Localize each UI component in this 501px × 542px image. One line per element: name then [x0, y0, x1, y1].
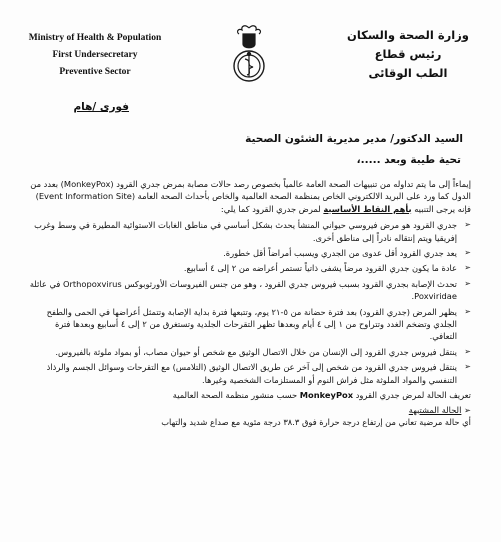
ministry-name-en: Ministry of Health & Population	[28, 33, 162, 43]
fact-text: ينتقل فيروس جدري القرود من شخص إلى آخر عن طريق الاتصال الوثيق (التلامس) مع التقرحات وسوائل الجسم والرذاذ التنفسي والمواد الملوثة مثل فراش النوم أو المستلزمات الشخصية وغيرها.	[46, 362, 457, 385]
definition-term: MonkeyPox	[299, 390, 354, 401]
list-item	[26, 346, 471, 358]
definition-text-end: حسب منشور منظمة الصحة العالمية	[172, 390, 298, 401]
urgency-text: فورى /هام	[73, 101, 129, 113]
definition-text: تعريف الحالة لمرض جدري القرود	[355, 390, 471, 401]
arrow-bullet-icon: ➢	[464, 263, 471, 273]
sector-ar: الطب الوقائى	[368, 66, 448, 80]
header-arabic	[343, 26, 473, 83]
addressee: السيد الدكتور/ مدير مديرية الشئون الصحية	[245, 133, 463, 145]
list-item	[26, 306, 471, 343]
header-english	[20, 30, 170, 81]
fact-text: ينتقل فيروس جدري القرود إلى الإنسان من خلال الاتصال الوثيق مع شخص أو حيوان مصاب، أو بمواد ملوثة بالفيروس.	[55, 346, 457, 357]
ministry-emblem-icon	[228, 22, 270, 88]
suspect-case-heading	[26, 404, 471, 416]
arrow-bullet-icon: ➢	[464, 346, 471, 356]
fact-text: تحدث الإصابة بجدري القرود بسبب فيروس جدري القرود ، وهو من جنس الفيروسات الأورثوبوكس Orthopoxvirus في عائلة Poxviridae.	[29, 278, 457, 302]
urgency-label	[73, 101, 129, 113]
list-item	[26, 278, 471, 303]
fact-text: عادة ما يكون جدري القرود مرضاً يشفى ذاتياً تستمر أعراضه من ٢ إلى ٤ أسابيع.	[183, 263, 457, 274]
list-item	[26, 219, 471, 244]
head-ar: رئيس قطاع	[374, 47, 442, 61]
fact-text: يظهر المرض (جدري القرود) بعد فترة حضانة من ٥-٢١ يوم، وتتبعها فترة بداية الإصابة وتتمثل أعراضها في الحمى والطفح الجلدي وتضخم الغدد وتتراوح من ١ إلى ٤ أيام وبعدها تظهر التقرحات الجلدية وتستغرق من ٢ إلى ٤ أسابيع وبعدها فترة التعافي.	[46, 306, 457, 342]
arrow-bullet-icon: ➢	[464, 248, 471, 258]
suspect-case-text: أي حالة مرضية تعاني من إرتفاع درجة حرارة فوق ٣٨.٣ درجة مئوية مع صداع شديد والتهاب	[161, 416, 471, 427]
list-item	[26, 361, 471, 386]
arrow-bullet-icon: ➢	[464, 362, 471, 372]
intro-paragraph	[26, 178, 471, 215]
list-item	[26, 262, 471, 274]
undersecretary-en: First Undersecretary	[52, 50, 138, 60]
list-item	[26, 247, 471, 259]
fact-text: جدري القرود هو مرض فيروسي حيواني المنشأ يحدث بشكل أساسي في مناطق الغابات الاستوائية المطيرة في وسط وغرب إفريقيا ويتم إنتقاله نادراً إلى مناطق أخرى.	[34, 220, 457, 243]
letter-body	[26, 178, 471, 428]
intro-text: إيماءاً إلى ما يتم تداوله من تنبيهات الصحة العامة عالمياً بخصوص رصد حالات مصابة بمرض جدري القرود (MonkeyPox) بعدد من الدول كما ورد على البريد الالكتروني الخاص بمنظمة الصحة العالمية والخاص بأحداث الصحة العامة (Event Information Site) فإنه يرجى التنبيه	[30, 179, 471, 214]
ministry-name-ar: وزارة الصحة والسكان	[347, 28, 469, 42]
intro-highlight: بأهم النقاط الأساسية	[323, 203, 412, 214]
sector-en: Preventive Sector	[59, 67, 131, 77]
arrow-bullet-icon: ➢	[464, 278, 471, 288]
facts-list	[26, 219, 471, 386]
suspect-heading-text: الحالة المشتبهة	[408, 404, 462, 415]
case-definition-title	[26, 389, 471, 401]
greeting: تحية طيبة وبعد .....،	[356, 154, 461, 166]
intro-text-end: لمرض جدري القرود كما يلي:	[220, 203, 321, 214]
fact-text: يعد جدري القرود أقل عدوى من الجدري ويسبب أمراضاً أقل خطورة.	[223, 248, 457, 259]
arrow-bullet-icon: ➢	[464, 306, 471, 316]
arrow-bullet-icon: ➢	[464, 404, 471, 415]
arrow-bullet-icon: ➢	[464, 220, 471, 230]
